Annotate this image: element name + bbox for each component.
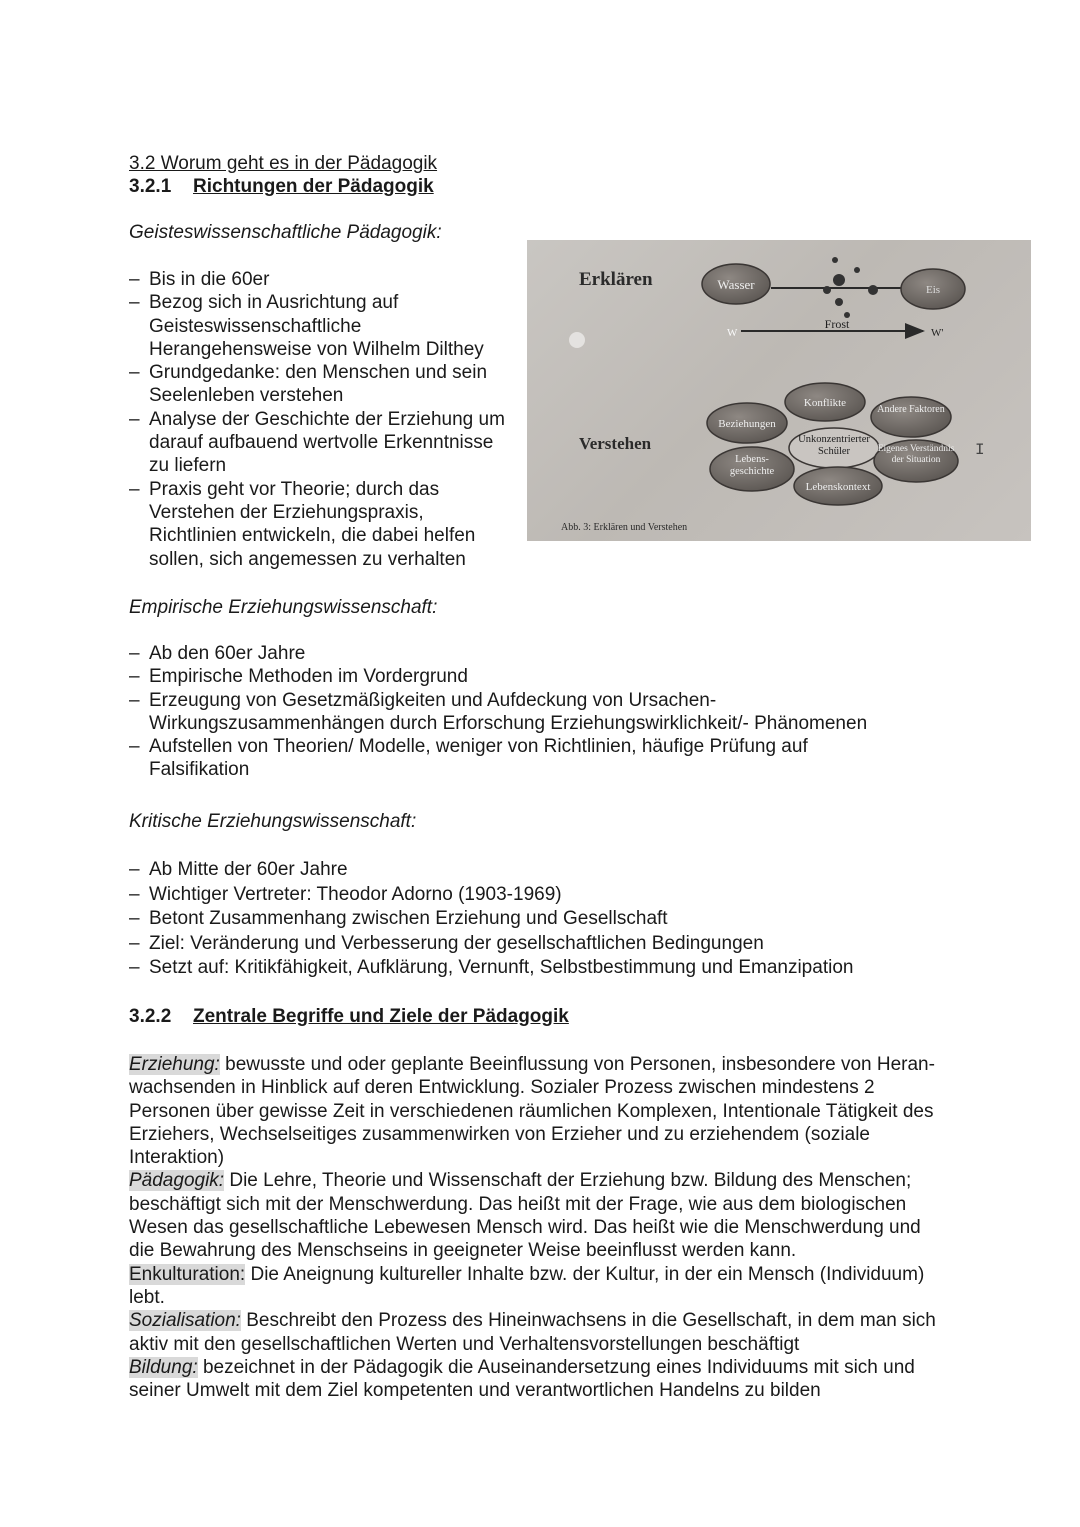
figure-diagram (527, 240, 1031, 541)
term-sozialisation: Sozialisation: (129, 1310, 241, 1332)
subsection-heading (129, 175, 434, 198)
list-item: – Setzt auf: Kritikfähigkeit, Aufklärung, Vernunft, Selbstbestimmung und Emanzipation (129, 956, 949, 981)
subsection-number: 3.2.1 (129, 176, 172, 197)
text-cursor-icon: I (975, 441, 985, 459)
empirisch-list (129, 642, 929, 782)
list-item: – Ziel: Veränderung und Verbesserung der gesellschaftlichen Bedingungen (129, 932, 949, 957)
definition-sozialisation (129, 1309, 947, 1356)
list-item: – Grundgedanke: den Menschen und sein Seelenleben verstehen (129, 361, 509, 408)
term-paedagogik: Pädagogik: (129, 1170, 225, 1192)
subsection2-title: Zentrale Begriffe und Ziele der Pädagogik (193, 1006, 569, 1027)
definition-paedagogik (129, 1169, 947, 1262)
bubble-lebenskontext-label: Lebenskontext (805, 481, 871, 493)
subsection2-heading (129, 1005, 569, 1028)
kritisch-heading: Kritische Erziehungswissenschaft: (129, 811, 417, 832)
subsection2-number: 3.2.2 (129, 1006, 172, 1027)
kritisch-list (129, 858, 949, 981)
list-item: – Aufstellen von Theorien/ Modelle, weniger von Richtlinien, häufige Prüfung auf Falsifikation (129, 735, 929, 782)
list-item: – Empirische Methoden im Vordergrund (129, 665, 929, 688)
term-erziehung: Erziehung: (129, 1054, 220, 1075)
bubble-eigenes-verstaendnis-text (877, 444, 955, 480)
bubble-andere-faktoren-label: Andere Faktoren (877, 404, 945, 415)
section-heading (129, 152, 437, 175)
bubble-eis-label: Eis (925, 284, 941, 296)
definition-erziehung (129, 1053, 947, 1169)
list-item: – Analyse der Geschichte der Erziehung um darauf aufbauend wertvolle Erkenntnisse zu liefern (129, 408, 509, 478)
list-item: – Wichtiger Vertreter: Theodor Adorno (1903-1969) (129, 883, 949, 908)
bubble-eigenes-verstaendnis-label: Eigenes Verständnis der Situation (877, 444, 955, 465)
bubble-lebensgeschichte-label: Lebens- geschichte (729, 454, 775, 477)
bubble-lebensgeschichte-text (722, 454, 782, 484)
bubble-konflikte-label: Konflikte (803, 397, 847, 409)
figure-caption: Abb. 3: Erklären und Verstehen (561, 522, 688, 533)
bubble-unkonzentrierter-schueler-label: Unkonzentrierter Schüler (798, 434, 870, 457)
empirisch-heading: Empirische Erziehungswissenschaft: (129, 597, 438, 618)
list-item: – Ab den 60er Jahre (129, 642, 929, 665)
label-verstehen: Verstehen (579, 434, 652, 453)
definitions-block (129, 1053, 947, 1402)
label-erklaeren: Erklären (579, 269, 653, 290)
label-frost: Frost (824, 317, 850, 331)
section-title: 3.2 Worum geht es in der Pädagogik (129, 153, 438, 174)
definition-text: Die Lehre, Theorie und Wissenschaft der Erziehung bzw. Bildung des Menschen; beschäftigt sich mit der Menschwerdung. Das heißt mit der Frage, wie aus dem biologischen Wesen das gesellschaftliche Lebewesen Mensch wird. Das heißt wie die Menschwerdung und die Bewahrung des Menschseins in geeigneter Weise beeinflusst werden kann. (129, 1170, 921, 1262)
list-item: – Praxis geht vor Theorie; durch das Verstehen der Erziehungspraxis, Richtlinien entwickeln, die dabei helfen sollen, sich angemessen zu verhalten (129, 478, 509, 571)
definition-enkulturation (129, 1263, 947, 1310)
label-w: W (727, 327, 738, 339)
list-item: – Betont Zusammenhang zwischen Erziehung und Gesellschaft (129, 907, 949, 932)
term-bildung: Bildung: (129, 1356, 198, 1378)
definition-text: Die Aneignung kultureller Inhalte bzw. der Kultur, in der ein Mensch (Individuum) lebt. (129, 1263, 925, 1308)
label-w-prime: W' (931, 327, 944, 339)
list-item: – Erzeugung von Gesetzmäßigkeiten und Aufdeckung von Ursachen- Wirkungszusammenhängen durch Erforschung Erziehungswirklichkeit/- Phänomenen (129, 689, 929, 736)
bubble-unkonzentrierter-schueler-text (792, 434, 876, 462)
list-item: – Bis in die 60er (129, 268, 509, 291)
definition-text: Beschreibt den Prozess des Hineinwachsens in die Gesellschaft, in dem man sich aktiv mit den gesellschaftlichen Werten und Verhaltensvorstellungen beschäftigt (129, 1310, 936, 1355)
light-spot (569, 332, 585, 348)
list-item: – Bezog sich in Ausrichtung auf Geisteswissenschaftliche Herangehensweise von Wilhelm Dilthey (129, 291, 509, 361)
term-enkulturation: Enkulturation: (129, 1263, 246, 1285)
bubble-andere-faktoren-text (877, 404, 945, 432)
definition-bildung (129, 1356, 947, 1403)
definition-text: bewusste und oder geplante Beeinflussung von Personen, insbesondere von Heran- wachsenden in Hinblick auf deren Entwicklung. Sozialer Prozess zwischen mindestens 2 Personen über gewisse Zeit in verschiedenen räumlichen Komplexen, Intentionale Tätigkeit des Erziehers, Wechselseitiges zusammenwirken von Erzieher und zu erziehendem (soziale Interaktion) (129, 1054, 935, 1169)
bubble-beziehungen-label: Beziehungen (718, 418, 776, 430)
list-item: – Ab Mitte der 60er Jahre (129, 858, 949, 883)
subsection-title: Richtungen der Pädagogik (193, 176, 434, 197)
geistes-heading: Geisteswissenschaftliche Pädagogik: (129, 222, 442, 243)
geistes-list (129, 268, 509, 571)
bubble-wasser-label: Wasser (717, 277, 755, 292)
figure-erklaeren-verstehen (527, 240, 1031, 541)
definition-text: bezeichnet in der Pädagogik die Auseinandersetzung eines Individuums mit sich und seiner Umwelt mit dem Ziel kompetenten und verantwortlichen Handelns zu bilden (129, 1356, 915, 1402)
